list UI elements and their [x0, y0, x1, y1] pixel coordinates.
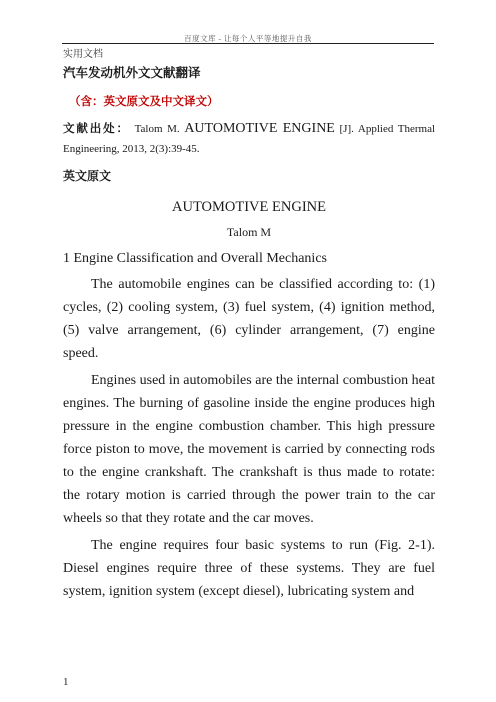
paragraph: The automobile engines can be classified according to: (1) cycles, (2) cooling system, (3) fuel system, (4) ignition method, (5) valve arrangement, (6) cylinder arrangement, (7) engine speed.: [63, 277, 435, 361]
header-banner: 百度文库 - 让每个人平等地提升自我: [184, 34, 312, 43]
paragraph: Engines used in automobiles are the internal combustion heat engines. The burning of gasoline inside the engine produces high pressure in the engine combustion chamber. This high pressure force piston to move, the movement is carried by connecting rods to the engine crankshaft. The crankshaft is thus made to rotate: the rotary motion is carried through the power train to the car wheels so that they rotate and the car moves.: [63, 373, 435, 526]
source-title: AUTOMOTIVE ENGINE: [184, 121, 335, 136]
source-rest: [J]. Applied Thermal Engineering, 2013, 2(3):39-45.: [63, 123, 436, 155]
document-title: 汽车发动机外文文献翻译: [63, 65, 201, 80]
section-label-original: 英文原文: [63, 169, 112, 183]
page-content: [63, 64, 435, 603]
paper-title: AUTOMOTIVE ENGINE: [172, 199, 326, 215]
source-citation: [63, 118, 435, 159]
section-heading: 1 Engine Classification and Overall Mechanics: [63, 251, 327, 266]
doc-label: 实用文档: [63, 49, 103, 60]
source-author: Talom M.: [134, 123, 180, 135]
document-subtitle: （含：英文原文及中文译文）: [69, 94, 219, 108]
paper-author: Talom M: [226, 225, 272, 239]
header-divider: [62, 43, 434, 44]
paragraph: The engine requires four basic systems to run (Fig. 2-1). Diesel engines require three of these systems. They are fuel system, ignition system (except diesel), lubricating system and: [63, 538, 435, 599]
page-number: 1: [63, 676, 69, 688]
source-label: 文献出处：: [63, 121, 130, 135]
